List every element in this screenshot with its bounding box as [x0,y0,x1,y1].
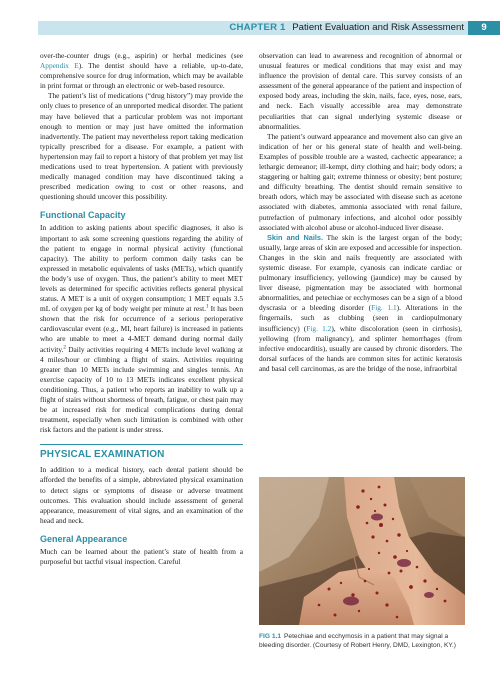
reference-marker: 1 [206,304,209,310]
text-run: ), white discoloration (seen in cirrhosis), yellowing (from malignancy), and splinter hemorrhages (from infective endocarditis), usually are caused by chronic disorders. The dorsal surfaces of the hands are common sites for actinic keratosis and basal cell carcinomas, as are the bridge of the nose, infraorbital [259,323,462,373]
physical-examination-heading: PHYSICAL EXAMINATION [40,444,243,461]
chapter-title: Patient Evaluation and Risk Assessment [292,22,464,33]
text-run: ). The dentist should have a reliable, up-to-date, comprehensive source for drug information, which may be available in print format or through an electronic or web-based resource. [40,61,243,91]
text-run: Daily activities requiring 4 METs include level walking at 4 miles/hour or climbing a flight of stairs. Activities requiring greater than 10 METs include swimming and singles tennis. An exercise capacity of 10 to 13 METs indicates excellent physical conditioning. Thus, a patient who reports an inability to walk up a flight of stairs without shortness of breath, fatigue, or chest pain may be at increased risk for medical complications during dental treatment, especially when such limitation is combined with other risk factors and the patient is under stress. [40,344,243,435]
general-appearance-heading: General Appearance [40,533,128,544]
functional-capacity-heading: Functional Capacity [40,210,126,221]
text-run: over-the-counter drugs (e.g., aspirin) or herbal medicines (see [40,51,243,60]
page-number: 9 [468,21,500,35]
paragraph [40,223,243,435]
figure-caption [259,632,465,650]
paragraph [40,51,243,91]
skin-and-nails-runin: Skin and Nails. [267,232,324,242]
text-run: In addition to asking patients about specific diagnoses, it also is important to ask some screening questions regarding the ability of the patient to engage in normal physical activity (functional capacity). The ability to perform common daily tasks can be expressed in metabolic equivalents of tasks (METs), which quantify the body’s use of oxygen. Thus, the patient’s ability to meet MET levels as determined for specific activities reflects general physical status. A MET is a unit of oxygen consumption; 1 MET equals 3.5 mL of oxygen per kg of body weight per minute at rest. [40,223,243,314]
appendix-link[interactable]: Appendix E [40,61,79,71]
figure-photo [259,477,465,625]
caption-text: Petechiae and ecchymosis in a patient that may signal a bleeding disorder. (Courtesy of Robert Henry, DMD, Lexington, KY.) [259,633,456,649]
paragraph: The patient’s list of medications (“drug history”) may provide the only clues to presence of an unreported medical disorder. The patient may have believed that a particular problem was not important enough to mention or may just have omitted the information inadvertently. The patient may nevertheless report taking medication typically prescribed for a disease. For example, a patient with hypertension may fail to report a history of that problem yet may list medications used to treat hypertension. A patient with previously medically managed condition may have discontinued taking a prescribed medication owing to cost or other reasons, and questioning should uncover this possibility. [40,91,243,202]
reference-marker: 2 [63,345,66,351]
text-run: The skin is the largest organ of the body; usually, large areas of skin are exposed and accessible for inspection. Changes in the skin and nails frequently are associated with systemic disease. For example, cyanosis can indicate cardiac or pulmonary insufficiency, yellowing (jaundice) may be caused by liver disease, pigmentation may be associated with hormonal abnormalities, and petechiae or ecchymoses can be a sign of a blood dyscrasia or a bleeding disorder ( [259,232,462,313]
paragraph: Much can be learned about the patient’s state of health from a purposeful but tactful visual inspection. Careful [40,546,243,567]
paragraph: The patient’s outward appearance and movement also can give an indication of her or his general state of health and well-being. Examples of possible trouble are a wasted, cachectic appearance; a lethargic demeanor; ill-kempt, dirty clothing and hair; body odors; a staggering or halting gait; extreme thinness or obesity; bent posture; and difficulty breathing. The dentist should remain sensitive to breath odors, which may be associated with disease such as acetone associated with diabetes, ammonia associated with renal failure, putrefaction of pulmonary infections, and alcohol odor possibly associated with alcohol abuse or alcohol-induced liver disease. [259,131,462,232]
header-text [229,21,464,35]
paragraph: observation can lead to awareness and recognition of abnormal or unusual features or medical conditions that may exist and may influence the provision of dental care. This survey consists of an assessment of the general appearance of the patient and inspection of exposed body areas, including the skin, nails, face, eyes, nose, ears, and neck. Each visually accessible area may demonstrate peculiarities that can signal underlying systemic disease or abnormalities. [259,51,462,131]
petechiae-photo-illustration [259,477,465,625]
fig-1-2-link[interactable]: Fig. 1.2 [306,323,332,333]
text-run: It has been shown that the risk for occurrence of a serious perioperative cardiovascular event (e.g., MI, heart failure) is increased in patients who are unable to meet a 4-MET demand during normal daily activity. [40,304,243,354]
chapter-label: CHAPTER 1 [229,22,286,33]
figure-label: FIG 1.1 [259,633,281,640]
running-header [38,21,468,35]
paragraph: In addition to a medical history, each dental patient should be afforded the benefits of a simple, abbreviated physical examination to detect signs or symptoms of disease or adverse treatment outcomes. This evaluation should include assessment of general appearance, measurement of vital signs, and an examination of the head and neck. [40,465,243,525]
fig-1-1-link[interactable]: Fig. 1.1 [371,303,397,313]
right-column [259,51,462,374]
text-run: ). Alterations in the fingernails, such as clubbing (seen in cardiopulmonary insufficiency) ( [259,303,463,333]
left-column [40,51,243,567]
paragraph [259,233,462,374]
